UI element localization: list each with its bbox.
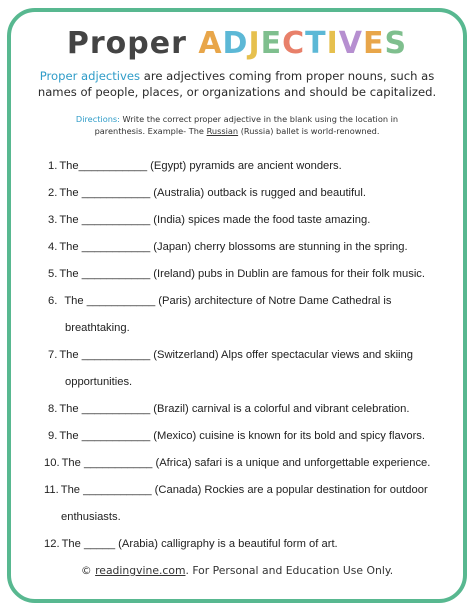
question-item bbox=[48, 430, 448, 442]
question-continuation: breathtaking. bbox=[65, 322, 130, 334]
question-number: 4. bbox=[48, 241, 58, 253]
question-text: The ___________ (India) spices made the food taste amazing. bbox=[59, 214, 371, 226]
question-text: The ___________ (Brazil) carnival is a colorful and vibrant celebration. bbox=[59, 403, 410, 415]
question-text: The ___________ (Africa) safari is a unique and unforgettable experience. bbox=[61, 457, 431, 469]
intro-line2: names of people, places, or organizations and should be capitalized. bbox=[37, 85, 437, 99]
question-text: The ___________ (Japan) cherry blossoms are stunning in the spring. bbox=[59, 241, 408, 253]
title-letter: V bbox=[338, 26, 364, 61]
question-item bbox=[48, 268, 448, 280]
footer-link[interactable]: readingvine.com bbox=[95, 564, 186, 577]
title-letter: J bbox=[248, 26, 261, 61]
question-item bbox=[48, 241, 448, 253]
question-item bbox=[48, 187, 448, 199]
question-number: 11. bbox=[44, 484, 59, 496]
directions-line1: Write the correct proper adjective in the blank using the location in bbox=[119, 114, 399, 124]
question-number: 5. bbox=[48, 268, 58, 280]
question-number: 8. bbox=[48, 403, 58, 415]
title-letter: S bbox=[384, 26, 408, 61]
question-item bbox=[44, 457, 444, 469]
title-letter: A bbox=[198, 26, 223, 61]
question-number: 7. bbox=[48, 349, 58, 361]
title-letter: D bbox=[222, 26, 249, 61]
question-item bbox=[48, 214, 448, 226]
directions-label: Directions: bbox=[75, 114, 120, 124]
footer-text: . For Personal and Education Use Only. bbox=[185, 564, 394, 577]
question-item bbox=[48, 349, 448, 388]
question-number: 2. bbox=[48, 187, 58, 199]
question-text: The ___________ (Paris) architecture of Notre Dame Cathedral is bbox=[64, 295, 392, 307]
title-letter: I bbox=[326, 26, 339, 61]
question-text: The ___________ (Canada) Rockies are a popular destination for outdoor bbox=[60, 484, 428, 496]
question-number: 9. bbox=[48, 430, 58, 442]
directions-line2-post: (Russia) ballet is world-renowned. bbox=[238, 126, 380, 136]
question-number: 12. bbox=[44, 538, 60, 550]
question-number: 3. bbox=[48, 214, 58, 226]
title-proper: Proper bbox=[66, 26, 187, 61]
question-item bbox=[48, 160, 448, 172]
question-number: 6. bbox=[48, 295, 58, 307]
question-continuation: enthusiasts. bbox=[61, 511, 121, 523]
copyright-symbol: © bbox=[80, 564, 92, 577]
title-letter: C bbox=[282, 26, 306, 61]
question-text: The _____ (Arabia) calligraphy is a beautiful form of art. bbox=[61, 538, 338, 550]
example-word: Russian bbox=[206, 126, 239, 136]
title-letter: T bbox=[305, 26, 327, 61]
question-item bbox=[48, 403, 448, 415]
question-text: The ___________ (Switzerland) Alps offer spectacular views and skiing bbox=[59, 349, 413, 361]
intro-highlight: Proper adjectives bbox=[39, 69, 141, 83]
question-text: The ___________ (Ireland) pubs in Dublin are famous for their folk music. bbox=[59, 268, 426, 280]
intro-line1: are adjectives coming from proper nouns, such as bbox=[140, 69, 435, 83]
question-text: The ___________ (Australia) outback is rugged and beautiful. bbox=[59, 187, 366, 199]
question-number: 10. bbox=[44, 457, 60, 469]
footer bbox=[0, 564, 474, 577]
question-text: The___________ (Egypt) pyramids are ancient wonders. bbox=[59, 160, 342, 172]
question-continuation: opportunities. bbox=[65, 376, 133, 388]
question-number: 1. bbox=[48, 160, 58, 172]
title-letter: E bbox=[260, 26, 283, 61]
question-item bbox=[48, 295, 448, 334]
question-item bbox=[44, 484, 444, 523]
question-item bbox=[44, 538, 444, 550]
title-letter: E bbox=[363, 26, 385, 61]
question-text: The ___________ (Mexico) cuisine is known for its bold and spicy flavors. bbox=[59, 430, 425, 442]
directions-line2-pre: parenthesis. Example- The bbox=[94, 126, 207, 136]
